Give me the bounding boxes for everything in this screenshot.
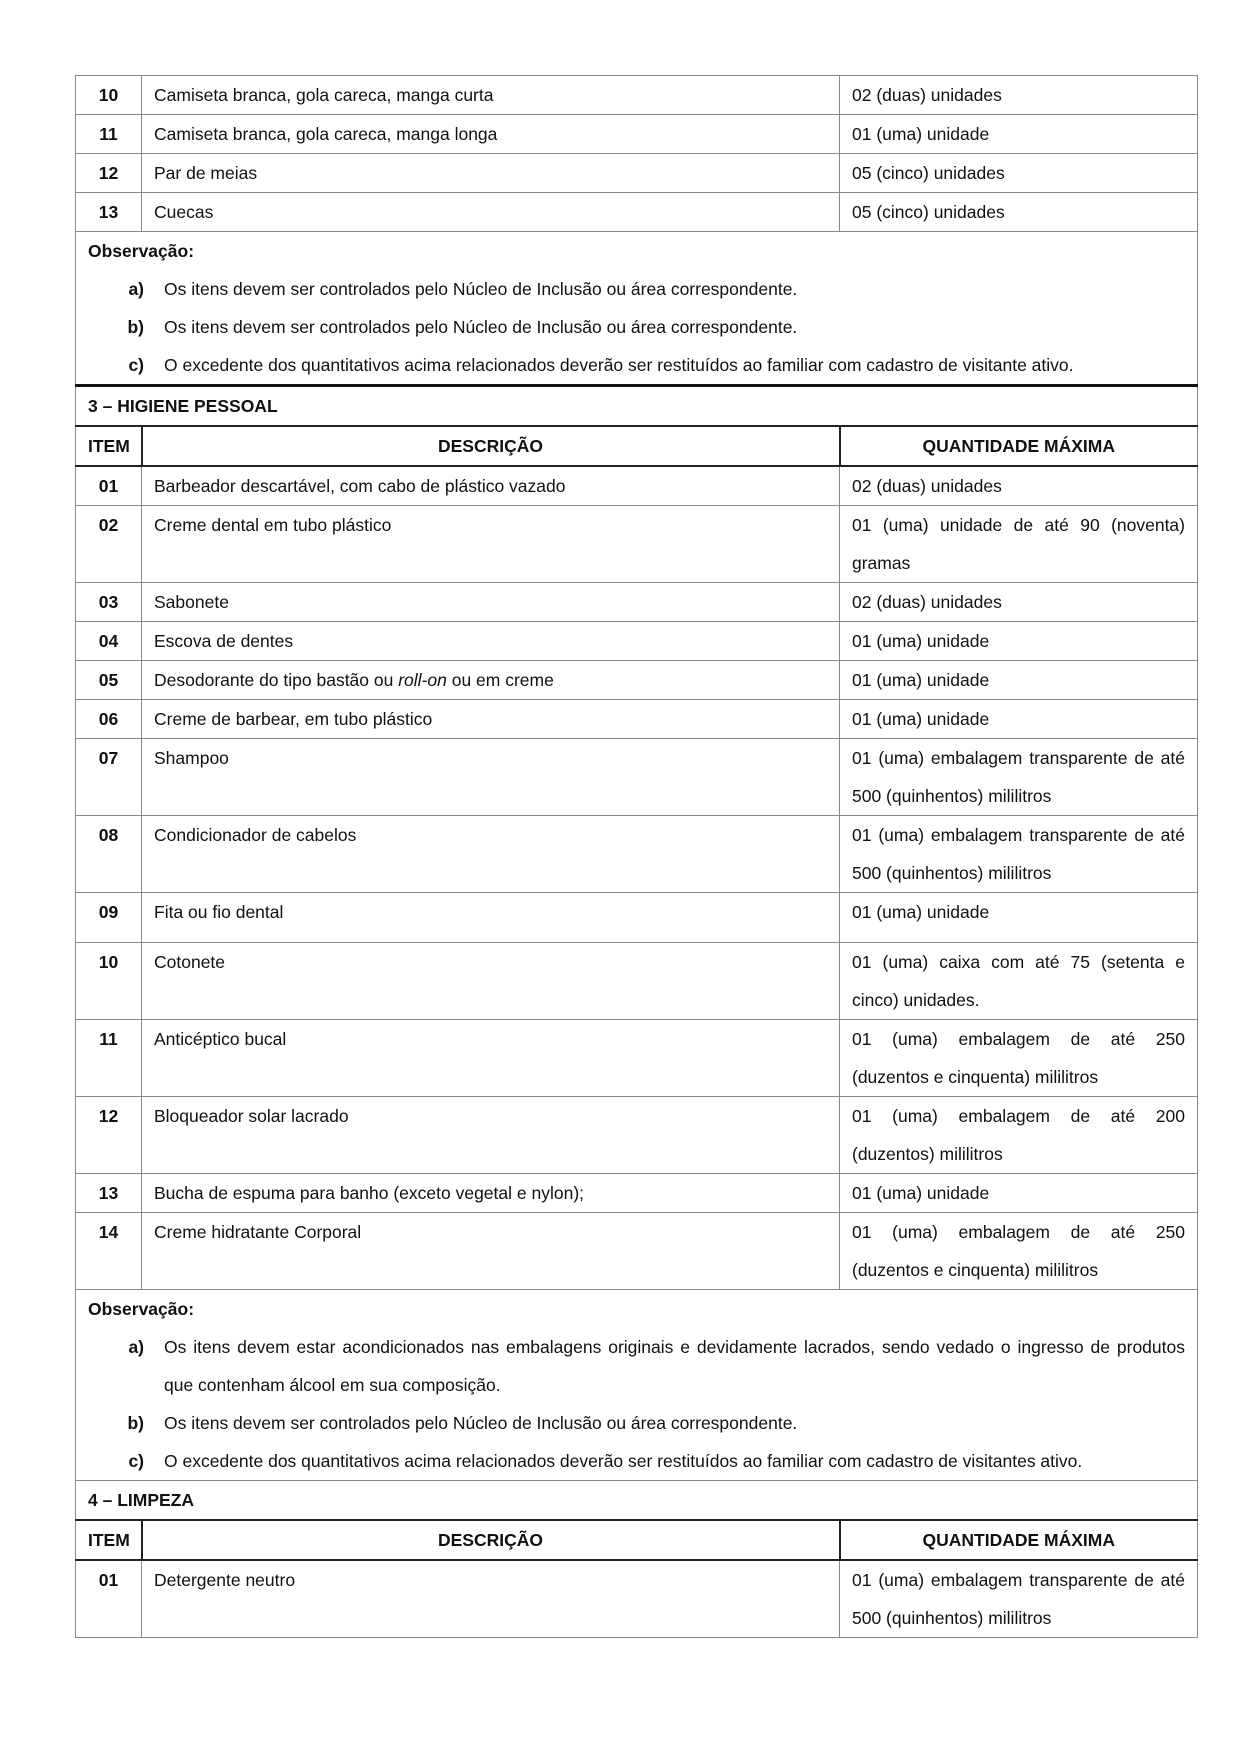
header-quantity: QUANTIDADE MÁXIMA <box>840 426 1198 466</box>
item-description: Par de meias <box>142 154 840 193</box>
observation-letter: c) <box>128 1451 144 1471</box>
item-quantity: 02 (duas) unidades <box>840 583 1198 622</box>
item-description: Detergente neutro <box>142 1560 840 1638</box>
table-row <box>76 893 1198 943</box>
item-quantity: 01 (uma) unidade <box>840 700 1198 739</box>
section-heading-row <box>76 1481 1198 1521</box>
observation-letter: a) <box>128 1337 144 1357</box>
item-description: Cotonete <box>142 943 840 1020</box>
observation-item <box>88 1404 1185 1442</box>
observation-text: Os itens devem ser controlados pelo Núcleo de Inclusão ou área correspondente. <box>164 279 798 299</box>
item-quantity: 02 (duas) unidades <box>840 466 1198 506</box>
section-heading-row <box>76 386 1198 427</box>
item-number: 14 <box>76 1213 142 1290</box>
observation-text: O excedente dos quantitativos acima relacionados deverão ser restituídos ao familiar com cadastro de visitante ativo. <box>164 355 1074 375</box>
description-italic: roll-on <box>398 670 447 690</box>
item-number: 03 <box>76 583 142 622</box>
description-text: ou em creme <box>446 670 554 690</box>
table-row <box>76 115 1198 154</box>
item-quantity: 01 (uma) embalagem transparente de até 500 (quinhentos) mililitros <box>840 739 1198 816</box>
observation-text: Os itens devem estar acondicionados nas embalagens originais e devidamente lacrados, sendo vedado o ingresso de produtos que contenham álcool em sua composição. <box>164 1337 1185 1395</box>
header-item: ITEM <box>76 1520 142 1560</box>
header-quantity: QUANTIDADE MÁXIMA <box>840 1520 1198 1560</box>
table-row <box>76 154 1198 193</box>
observation-text: O excedente dos quantitativos acima relacionados deverão ser restituídos ao familiar com cadastro de visitantes ativo. <box>164 1451 1083 1471</box>
table-row <box>76 1020 1198 1097</box>
table-row <box>76 1174 1198 1213</box>
observation-text: Os itens devem ser controlados pelo Núcleo de Inclusão ou área correspondente. <box>164 317 798 337</box>
item-number: 01 <box>76 466 142 506</box>
item-quantity: 01 (uma) unidade <box>840 622 1198 661</box>
item-number: 10 <box>76 76 142 115</box>
observation-item <box>88 1328 1185 1404</box>
item-quantity: 01 (uma) embalagem transparente de até 500 (quinhentos) mililitros <box>840 1560 1198 1638</box>
item-number: 06 <box>76 700 142 739</box>
item-number: 04 <box>76 622 142 661</box>
item-quantity: 01 (uma) embalagem transparente de até 500 (quinhentos) mililitros <box>840 816 1198 893</box>
item-description: Bloqueador solar lacrado <box>142 1097 840 1174</box>
table-row <box>76 816 1198 893</box>
item-description: Sabonete <box>142 583 840 622</box>
table-header-row <box>76 1520 1198 1560</box>
item-description: Creme de barbear, em tubo plástico <box>142 700 840 739</box>
item-description: Shampoo <box>142 739 840 816</box>
table-row <box>76 76 1198 115</box>
section-title: 4 – LIMPEZA <box>76 1481 1198 1521</box>
observation-letter: a) <box>128 279 144 299</box>
header-description: DESCRIÇÃO <box>142 1520 840 1560</box>
item-number: 13 <box>76 1174 142 1213</box>
items-table <box>75 75 1198 1638</box>
item-number: 05 <box>76 661 142 700</box>
item-number: 10 <box>76 943 142 1020</box>
item-description: Creme hidratante Corporal <box>142 1213 840 1290</box>
header-item: ITEM <box>76 426 142 466</box>
document-page <box>75 75 1197 1638</box>
observation-letter: c) <box>128 355 144 375</box>
observation-item <box>88 308 1185 346</box>
table-row <box>76 506 1198 583</box>
observation-text: Os itens devem ser controlados pelo Núcleo de Inclusão ou área correspondente. <box>164 1413 798 1433</box>
item-number: 12 <box>76 1097 142 1174</box>
observation-block <box>76 1290 1198 1481</box>
item-number: 07 <box>76 739 142 816</box>
item-number: 08 <box>76 816 142 893</box>
table-row <box>76 943 1198 1020</box>
item-description: Camiseta branca, gola careca, manga longa <box>142 115 840 154</box>
observation-block <box>76 232 1198 386</box>
table-row <box>76 739 1198 816</box>
item-quantity: 01 (uma) embalagem de até 250 (duzentos e cinquenta) mililitros <box>840 1020 1198 1097</box>
item-quantity: 01 (uma) unidade <box>840 115 1198 154</box>
item-description: Condicionador de cabelos <box>142 816 840 893</box>
observation-item <box>88 1442 1185 1480</box>
table-row <box>76 661 1198 700</box>
section-title: 3 – HIGIENE PESSOAL <box>76 386 1198 427</box>
item-description: Bucha de espuma para banho (exceto vegetal e nylon); <box>142 1174 840 1213</box>
item-quantity: 01 (uma) embalagem de até 250 (duzentos e cinquenta) mililitros <box>840 1213 1198 1290</box>
table-row <box>76 583 1198 622</box>
item-quantity: 01 (uma) unidade <box>840 893 1198 943</box>
item-number: 13 <box>76 193 142 232</box>
item-quantity: 01 (uma) unidade <box>840 1174 1198 1213</box>
table-row <box>76 466 1198 506</box>
table-row <box>76 193 1198 232</box>
header-description: DESCRIÇÃO <box>142 426 840 466</box>
item-description: Cuecas <box>142 193 840 232</box>
observation-item <box>88 270 1185 308</box>
item-description: Anticéptico bucal <box>142 1020 840 1097</box>
table-row <box>76 1560 1198 1638</box>
item-description: Barbeador descartável, com cabo de plástico vazado <box>142 466 840 506</box>
item-quantity: 01 (uma) embalagem de até 200 (duzentos) mililitros <box>840 1097 1198 1174</box>
item-quantity: 01 (uma) caixa com até 75 (setenta e cinco) unidades. <box>840 943 1198 1020</box>
table-row <box>76 1213 1198 1290</box>
observation-letter: b) <box>127 1413 144 1433</box>
item-quantity: 05 (cinco) unidades <box>840 154 1198 193</box>
observation-title: Observação: <box>88 1299 195 1319</box>
item-description: Fita ou fio dental <box>142 893 840 943</box>
item-number: 12 <box>76 154 142 193</box>
item-quantity: 02 (duas) unidades <box>840 76 1198 115</box>
item-number: 02 <box>76 506 142 583</box>
item-number: 11 <box>76 115 142 154</box>
observation-item <box>88 346 1185 384</box>
item-number: 11 <box>76 1020 142 1097</box>
item-quantity: 05 (cinco) unidades <box>840 193 1198 232</box>
table-row <box>76 622 1198 661</box>
item-number: 01 <box>76 1560 142 1638</box>
item-description: Camiseta branca, gola careca, manga curta <box>142 76 840 115</box>
table-row <box>76 1097 1198 1174</box>
item-description: Creme dental em tubo plástico <box>142 506 840 583</box>
observation-letter: b) <box>127 317 144 337</box>
observation-title: Observação: <box>88 241 195 261</box>
table-header-row <box>76 426 1198 466</box>
item-description: Escova de dentes <box>142 622 840 661</box>
item-quantity: 01 (uma) unidade de até 90 (noventa) gramas <box>840 506 1198 583</box>
item-description <box>142 661 840 700</box>
table-row <box>76 700 1198 739</box>
description-text: Desodorante do tipo bastão ou <box>154 670 399 690</box>
item-quantity: 01 (uma) unidade <box>840 661 1198 700</box>
item-number: 09 <box>76 893 142 943</box>
